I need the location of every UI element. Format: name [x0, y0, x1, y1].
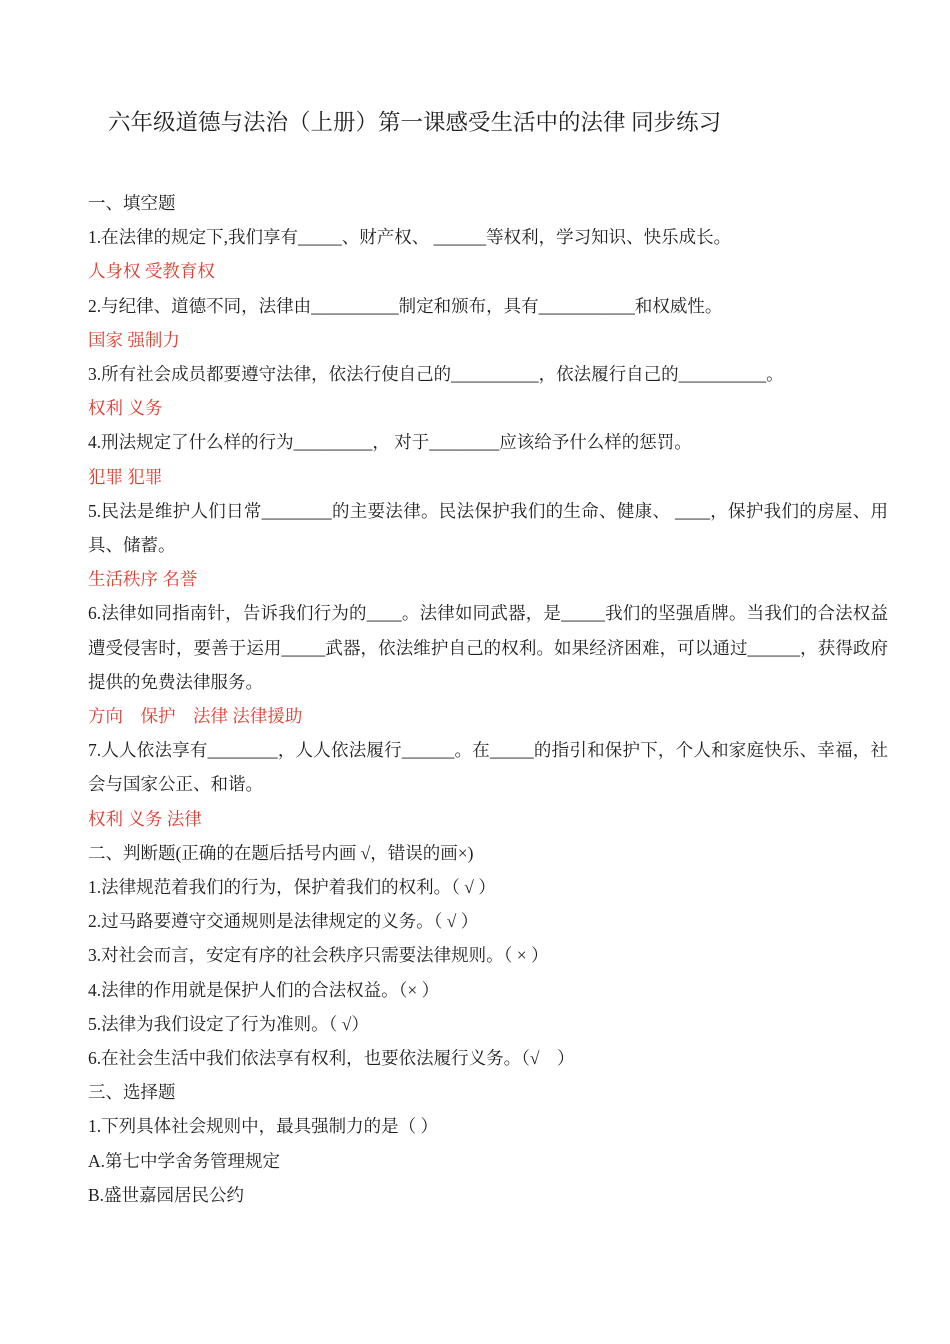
fill-in-answer-2: 国家 强制力	[88, 329, 180, 350]
fill-in-answer-6: 方向 保护 法律 法律援助	[88, 706, 303, 727]
fill-in-question-7: 7.人人依法享有________，人人依法履行______。在_____的指引和保护下，个人和家庭快乐、幸福，社会与国家公正、和谐。	[88, 740, 888, 795]
judge-item-1: 1.法律规范着我们的行为，保护着我们的权利。（ √ ）	[88, 877, 496, 898]
fill-in-question-5: 5.民法是维护人们日常________的主要法律。民法保护我们的生命、健康、 ____，保护我们的房屋、用具、储蓄。	[88, 500, 888, 556]
fill-in-answer-5: 生活秩序 名誉	[88, 569, 198, 590]
judge-item-2: 2.过马路要遵守交通规则是法律规定的义务。（ √ ）	[88, 911, 479, 932]
choice-heading: 三、选择题	[88, 1082, 176, 1103]
fill-in-question-3: 3.所有社会成员都要遵守法律，依法行使自己的__________，依法履行自己的__________。	[88, 364, 784, 385]
choice-option-b: B.盛世嘉园居民公约	[88, 1184, 245, 1205]
judge-heading: 二、判断题(正确的在题后括号内画 √，错误的画×)	[88, 842, 474, 863]
fill-in-question-1: 1.在法律的规定下,我们享有_____、财产权、 ______等权利，学习知识、快乐成长。	[88, 227, 732, 248]
judge-item-4: 4.法律的作用就是保护人们的合法权益。（× ）	[88, 979, 440, 1000]
page-title: 六年级道德与法治（上册）第一课感受生活中的法律 同步练习	[108, 110, 722, 135]
fill-in-question-6: 6.法律如同指南针，告诉我们行为的____。法律如同武器，是_____我们的坚强盾牌。当我们的合法权益遭受侵害时，要善于运用_____武器，依法维护自己的权利。如果经济困难，可以通过______，获得政府提供的免费法律服务。	[88, 603, 888, 692]
fill-in-answer-7: 权利 义务 法律	[88, 808, 202, 829]
fill-in-question-4: 4.刑法规定了什么样的行为_________， 对于________应该给予什么样的惩罚。	[88, 432, 692, 453]
judge-item-3: 3.对社会而言，安定有序的社会秩序只需要法律规则。（ × ）	[88, 945, 549, 966]
fill-in-answer-3: 权利 义务	[88, 398, 163, 419]
fill-in-heading: 一、填空题	[88, 193, 176, 213]
judge-item-6: 6.在社会生活中我们依法享有权利，也要依法履行义务。（√ ）	[88, 1048, 575, 1069]
document-body	[0, 140, 950, 1212]
choice-question-1: 1.下列具体社会规则中，最具强制力的是（ ）	[88, 1116, 438, 1137]
fill-in-answer-1: 人身权 受教育权	[88, 261, 215, 282]
fill-in-question-2: 2.与纪律、道德不同，法律由__________制定和颁布，具有___________和权威性。	[88, 295, 723, 316]
choice-option-a: A.第七中学舍务管理规定	[88, 1150, 281, 1171]
judge-item-5: 5.法律为我们设定了行为准则。（ √）	[88, 1013, 369, 1034]
fill-in-answer-4: 犯罪 犯罪	[88, 466, 163, 487]
